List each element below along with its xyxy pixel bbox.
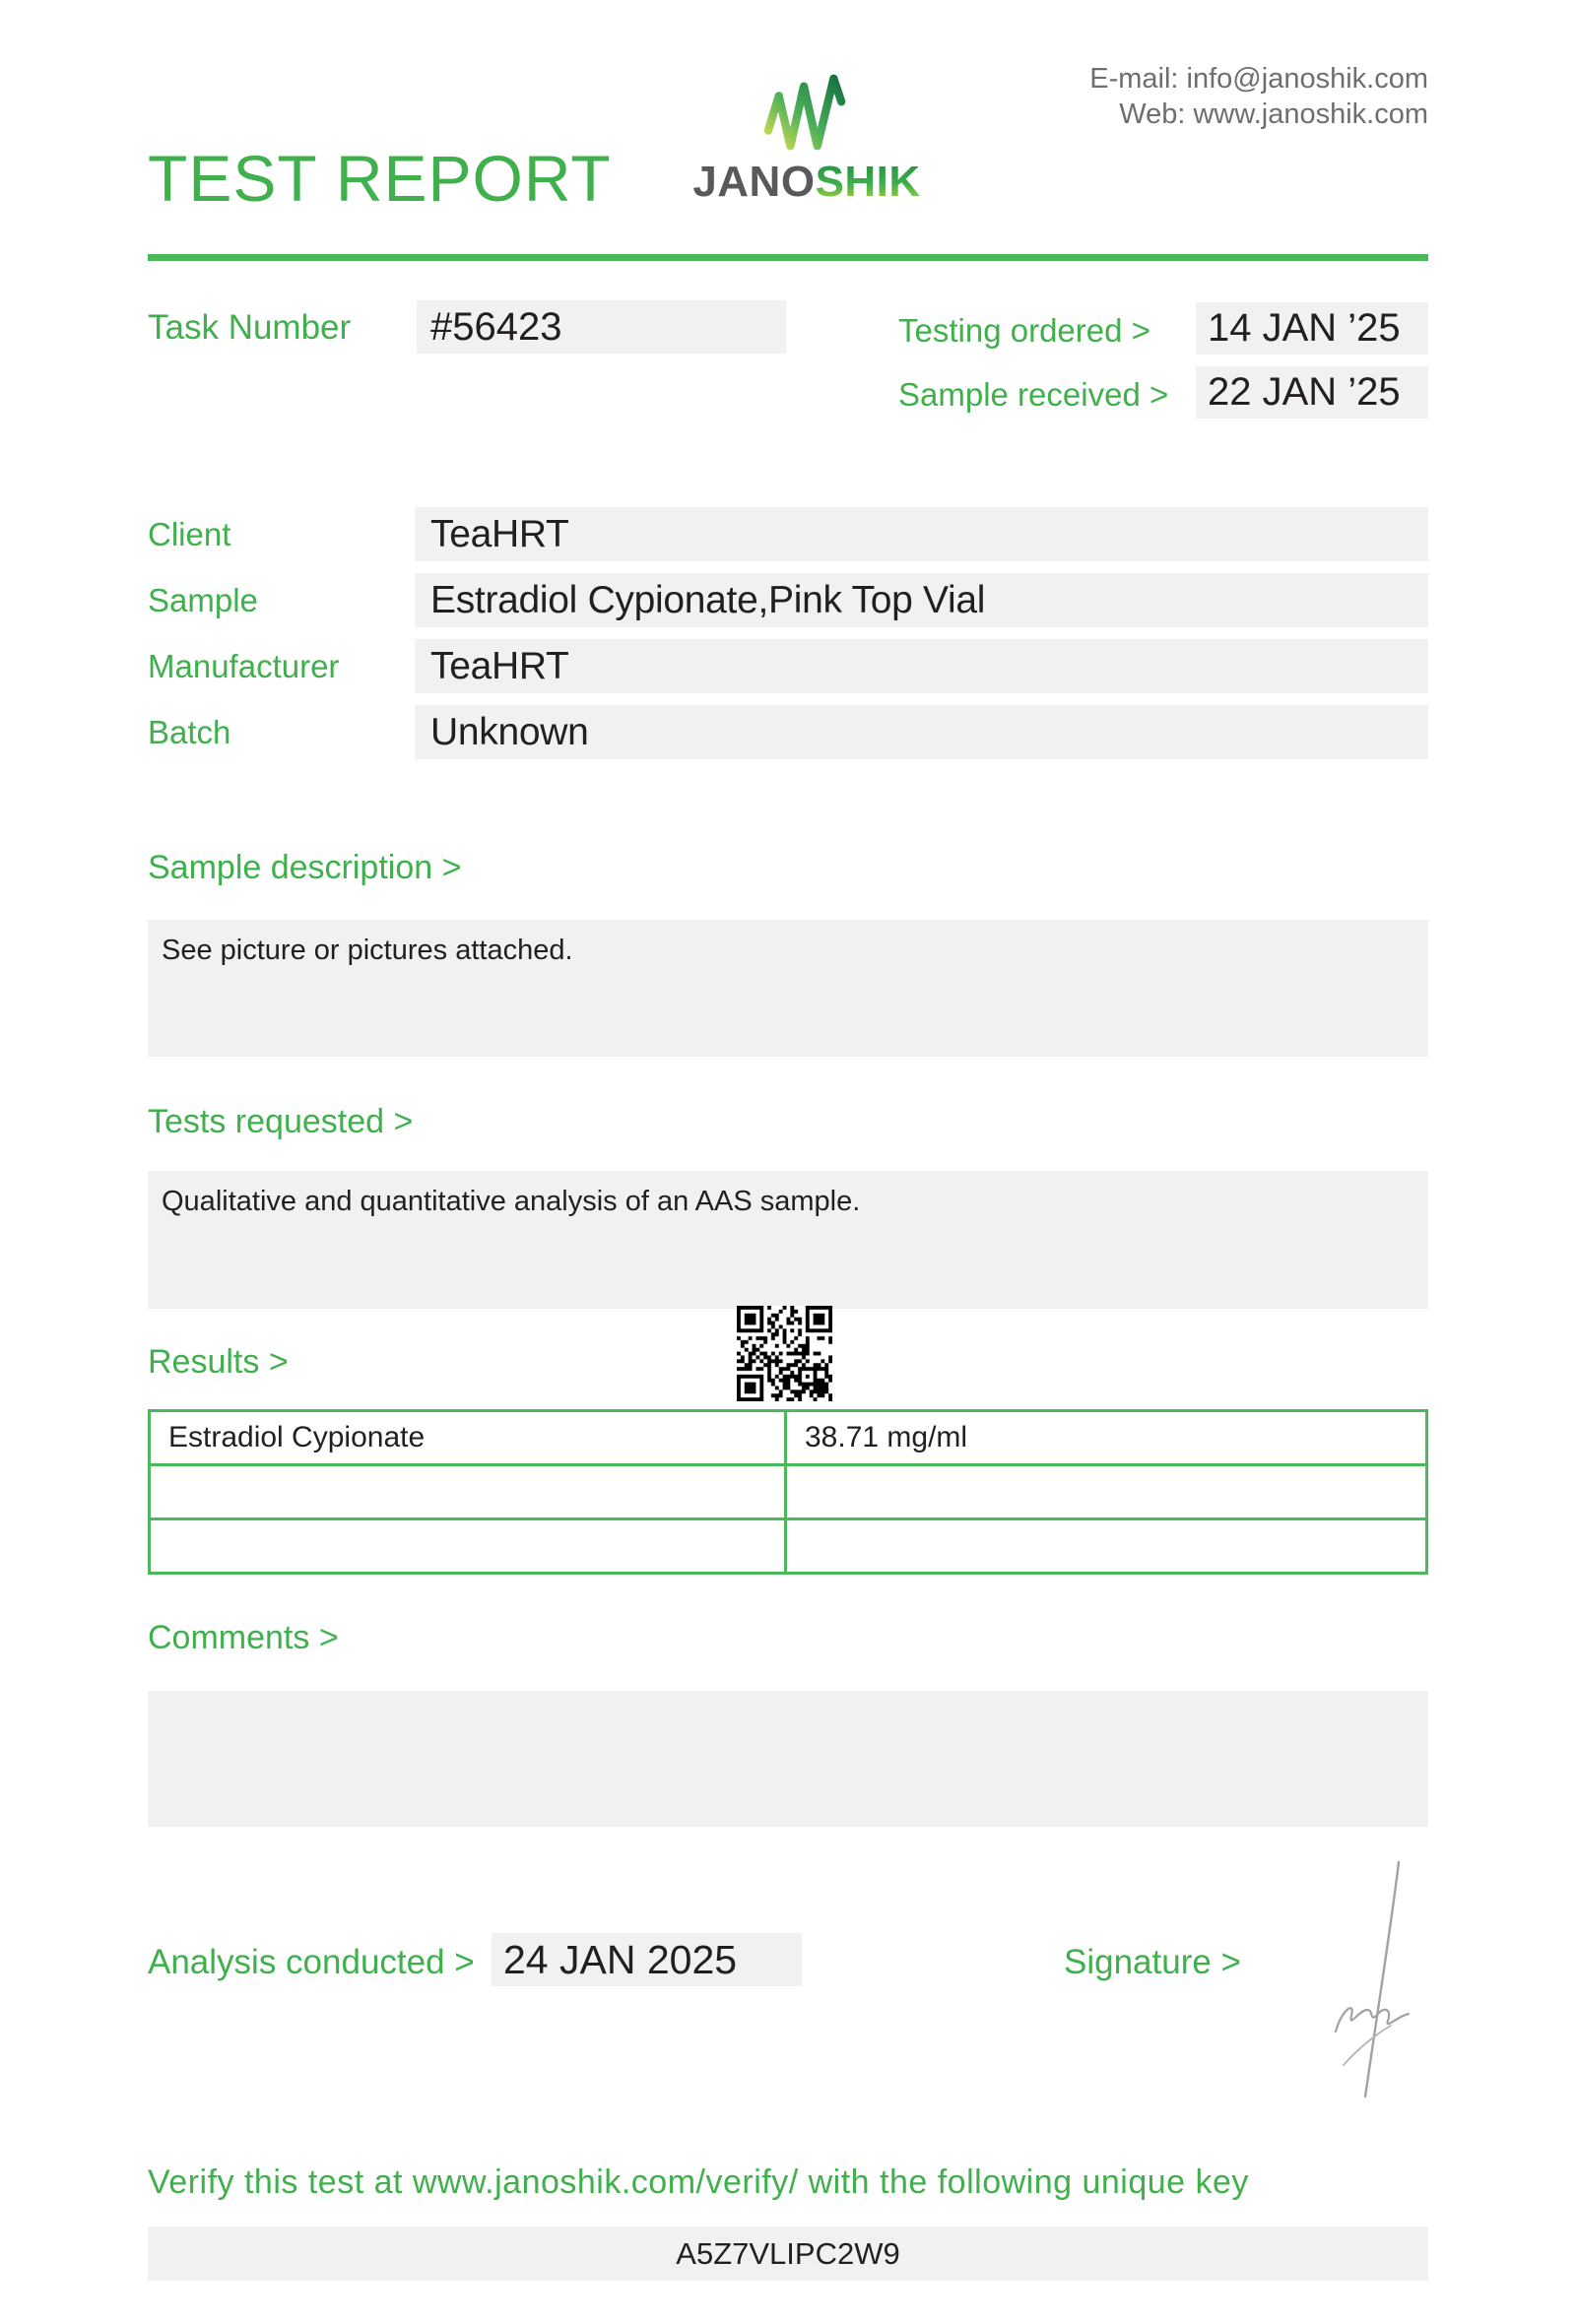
- sample-received-value: 22 JAN ’25: [1196, 366, 1428, 419]
- task-section: [148, 300, 1428, 420]
- manufacturer-label: Manufacturer: [148, 647, 340, 684]
- result-substance: [150, 1465, 786, 1519]
- analysis-date-value: 24 JAN 2025: [492, 1933, 802, 1986]
- contact-web: Web: www.janoshik.com: [1119, 98, 1428, 130]
- result-substance: Estradiol Cypionate: [150, 1411, 786, 1465]
- logo-text-jano: JANO: [692, 158, 816, 206]
- report-header: [148, 0, 1428, 215]
- task-number-label: Task Number: [148, 308, 352, 347]
- sample-label: Sample: [148, 581, 258, 618]
- contact-email: E-mail: info@janoshik.com: [1089, 63, 1428, 95]
- result-concentration: [786, 1519, 1427, 1574]
- results-table: [148, 1409, 1428, 1575]
- brand-logo-text: [678, 160, 936, 205]
- sample-description-box: See picture or pictures attached.: [148, 920, 1428, 1057]
- table-row: [150, 1519, 1427, 1574]
- sample-info-section: [148, 507, 1428, 759]
- testing-ordered-label: Testing ordered >: [898, 312, 1150, 349]
- tests-requested-box: Qualitative and quantitative analysis of an AAS sample.: [148, 1171, 1428, 1309]
- testing-ordered-value: 14 JAN ’25: [1196, 302, 1428, 355]
- batch-label: Batch: [148, 713, 231, 750]
- info-row-client: [148, 507, 1428, 561]
- info-row-sample: [148, 573, 1428, 627]
- sample-description-heading: Sample description >: [148, 849, 462, 886]
- tests-requested-heading: Tests requested >: [148, 1103, 414, 1140]
- task-number-value: #56423: [417, 300, 786, 354]
- results-heading: Results >: [148, 1343, 289, 1381]
- brand-logo: [678, 71, 936, 205]
- verify-key-value: A5Z7VLIPC2W9: [148, 2227, 1428, 2281]
- table-row: [150, 1465, 1427, 1519]
- comments-box: [148, 1691, 1428, 1827]
- info-row-batch: [148, 705, 1428, 759]
- result-concentration: [786, 1465, 1427, 1519]
- logo-text-shik: SHIK: [815, 158, 921, 206]
- result-concentration: 38.71 mg/ml: [786, 1411, 1427, 1465]
- table-row: [150, 1411, 1427, 1465]
- verify-instruction: Verify this test at www.janoshik.com/verify/ with the following unique key: [148, 2163, 1249, 2201]
- result-substance: [150, 1519, 786, 1574]
- batch-value: Unknown: [415, 705, 1428, 759]
- client-label: Client: [148, 515, 231, 552]
- results-header-zone: [148, 1309, 1428, 1409]
- analysis-signature-row: [148, 1933, 1428, 1992]
- sample-received-label: Sample received >: [898, 376, 1169, 413]
- page-title: TEST REPORT: [148, 142, 612, 215]
- analysis-conducted-label: Analysis conducted >: [148, 1943, 475, 1981]
- client-value: TeaHRT: [415, 507, 1428, 561]
- qr-code: [737, 1306, 832, 1401]
- manufacturer-value: TeaHRT: [415, 639, 1428, 693]
- header-divider: [148, 254, 1428, 261]
- signature-image: [1280, 1854, 1438, 2105]
- info-row-manufacturer: [148, 639, 1428, 693]
- comments-heading: Comments >: [148, 1619, 339, 1656]
- contact-block: [1089, 61, 1428, 132]
- signature-label: Signature >: [1064, 1943, 1241, 1981]
- sample-value: Estradiol Cypionate,Pink Top Vial: [415, 573, 1428, 627]
- chart-growth-icon: [762, 71, 851, 156]
